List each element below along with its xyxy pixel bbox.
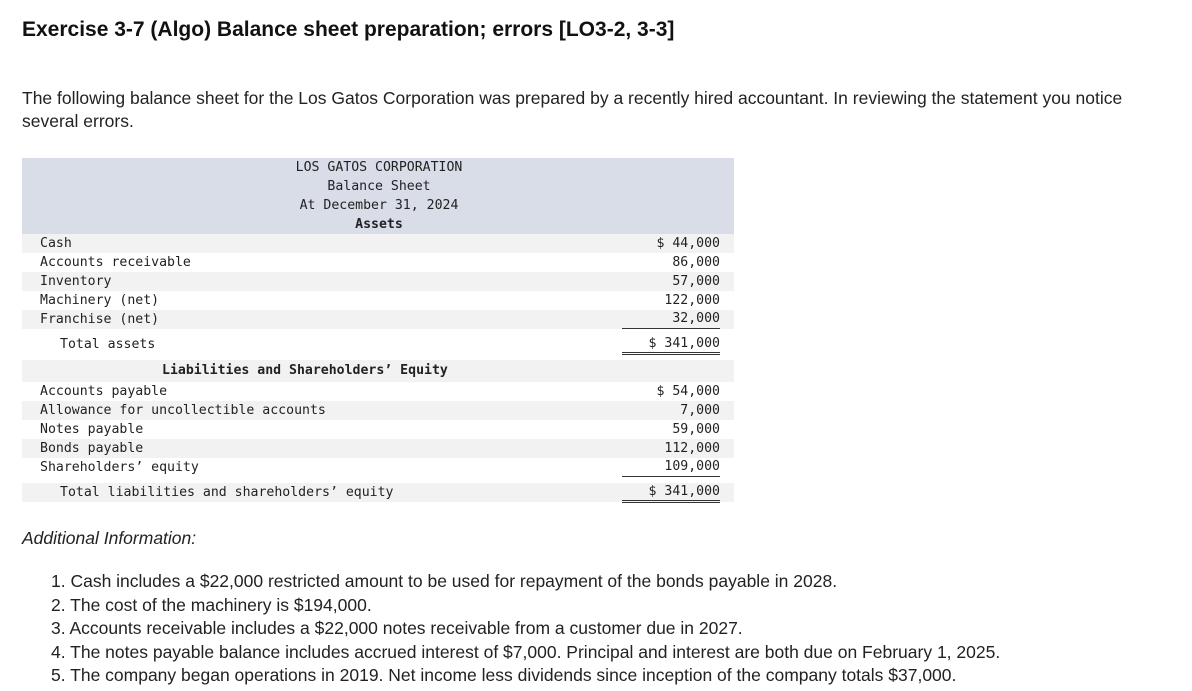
total-assets-amount: $ 341,000 [622, 335, 720, 355]
table-row [22, 272, 734, 291]
intro-paragraph: The following balance sheet for the Los Gatos Corporation was prepared by a recently hired accountant. In reviewing the statement you notice several errors. [22, 88, 1123, 131]
additional-info-list [51, 570, 1000, 688]
row-label: Allowance for uncollectible accounts [40, 403, 326, 418]
row-amount: 109,000 [622, 458, 720, 477]
liabilities-heading: Liabilities and Shareholders’ Equity [162, 363, 448, 378]
table-row [22, 291, 734, 310]
exercise-title: Exercise 3-7 (Algo) Balance sheet preparation; errors [LO3-2, 3-3] [22, 18, 675, 41]
total-assets-row [22, 335, 734, 354]
list-item: 2. The cost of the machinery is $194,000. [51, 594, 372, 615]
table-row [22, 253, 734, 272]
row-label: Notes payable [40, 422, 144, 437]
row-label: Machinery (net) [40, 293, 160, 308]
statement-date: At December 31, 2024 [299, 198, 459, 213]
total-liabilities-label: Total liabilities and shareholders’ equity [60, 485, 394, 500]
row-amount: 86,000 [672, 255, 720, 270]
assets-heading: Assets [355, 217, 403, 232]
row-amount: $ 44,000 [656, 236, 720, 251]
list-item: 1. Cash includes a $22,000 restricted amount to be used for repayment of the bonds payable in 2028. [51, 571, 838, 591]
liabilities-heading-row [22, 360, 734, 382]
row-label: Accounts receivable [40, 255, 191, 270]
row-label: Shareholders’ equity [40, 460, 199, 475]
row-amount: 112,000 [664, 441, 720, 456]
balance-sheet-header [22, 158, 734, 234]
row-label: Accounts payable [40, 384, 168, 399]
total-liabilities-row [22, 483, 734, 502]
balance-sheet-table [22, 158, 734, 502]
row-amount: 59,000 [672, 422, 720, 437]
list-item: 4. The notes payable balance includes accrued interest of $7,000. Principal and interest are both due on February 1, 2025. [51, 641, 1001, 662]
statement-name: Balance Sheet [327, 179, 431, 194]
row-amount: 57,000 [672, 274, 720, 289]
table-row [22, 382, 734, 401]
table-row [22, 458, 734, 477]
list-item: 5. The company began operations in 2019. Net income less dividends since inception of the company totals $37,000. [51, 665, 957, 685]
table-row [22, 401, 734, 420]
row-amount: 7,000 [680, 403, 720, 418]
company-name: LOS GATOS CORPORATION [295, 160, 463, 175]
row-amount: 32,000 [622, 310, 720, 329]
table-row [22, 420, 734, 439]
additional-info-title: Additional Information: [22, 528, 197, 548]
row-label: Bonds payable [40, 441, 144, 456]
list-item: 3. Accounts receivable includes a $22,000 notes receivable from a customer due in 2027. [51, 618, 743, 638]
table-row [22, 439, 734, 458]
table-row [22, 310, 734, 329]
row-label: Inventory [40, 274, 112, 289]
row-label: Franchise (net) [40, 312, 160, 327]
row-amount: $ 54,000 [656, 384, 720, 399]
total-liabilities-amount: $ 341,000 [622, 483, 720, 503]
total-assets-label: Total assets [60, 337, 156, 352]
row-label: Cash [40, 236, 72, 251]
table-row [22, 234, 734, 253]
row-amount: 122,000 [664, 293, 720, 308]
